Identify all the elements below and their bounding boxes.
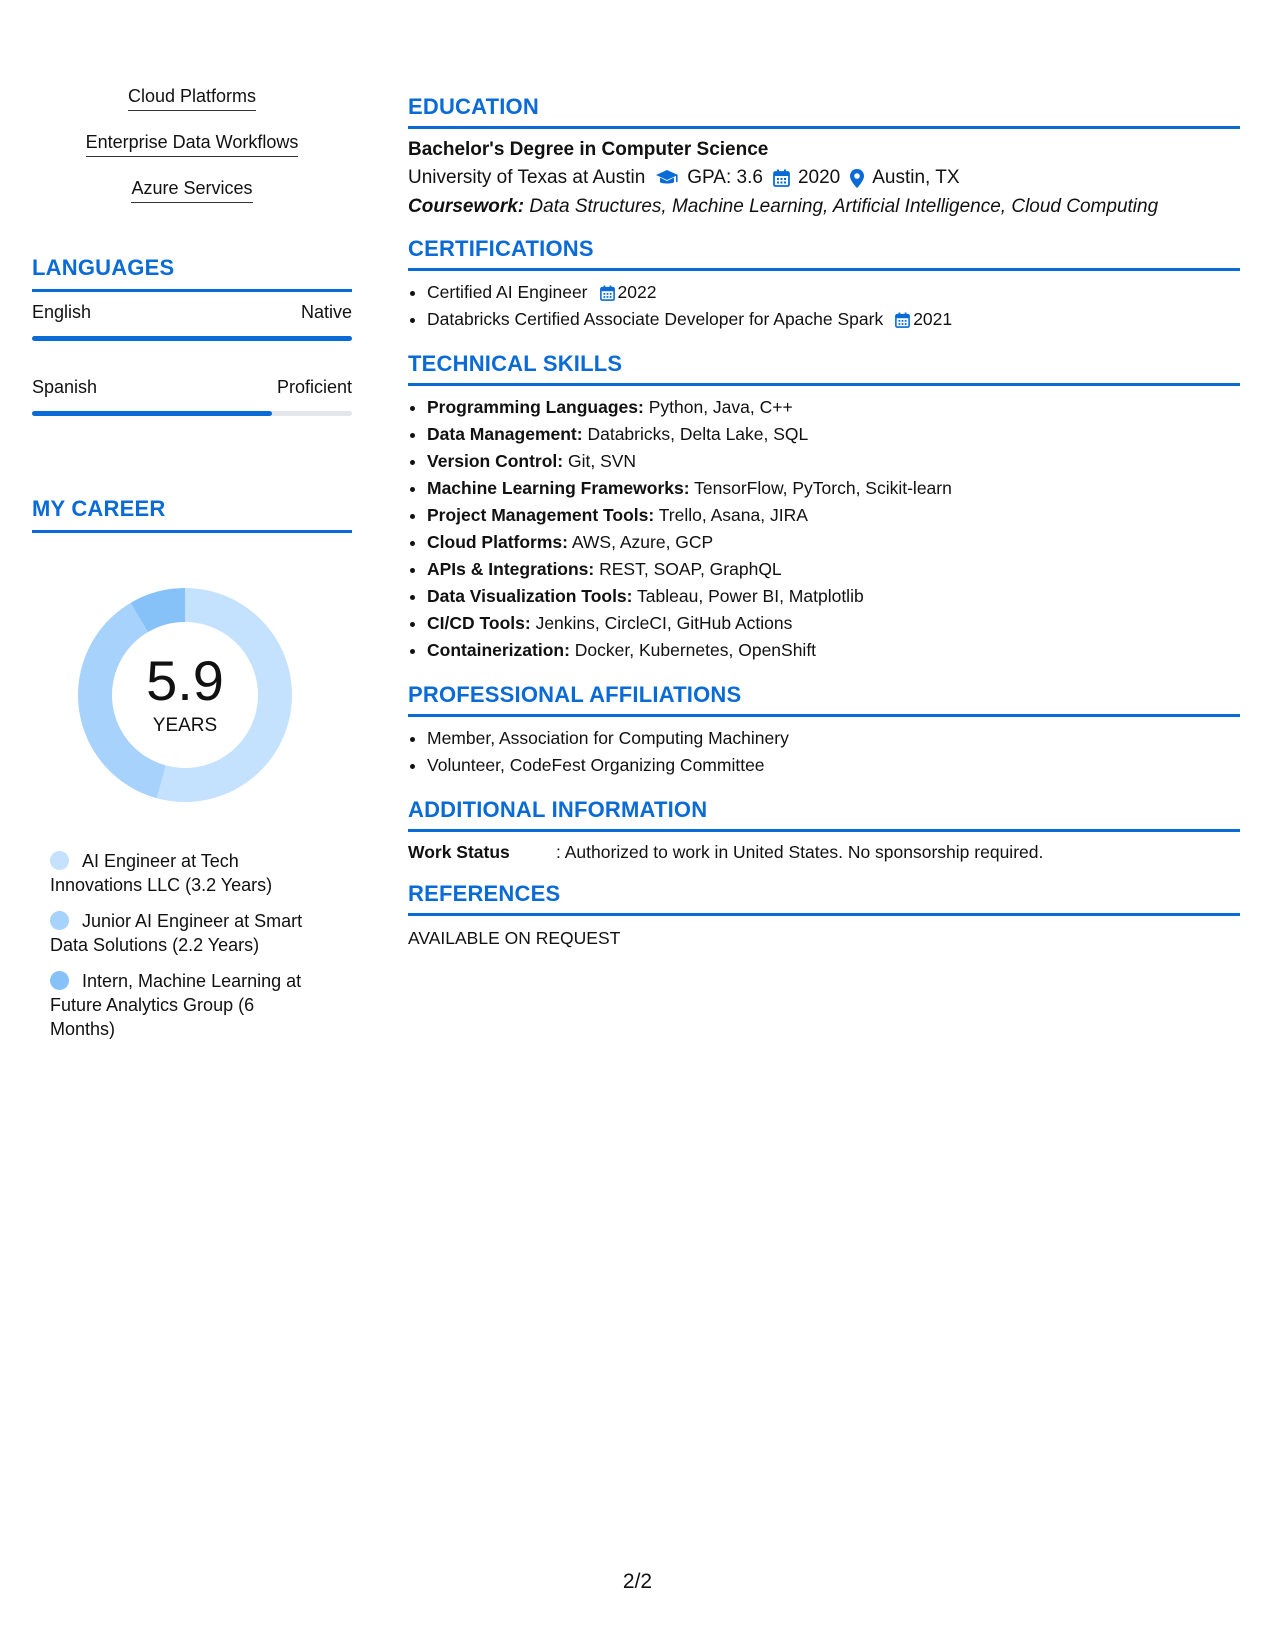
certifications-section bbox=[408, 236, 1240, 333]
graduation-cap-icon bbox=[655, 169, 679, 187]
skill-values: Jenkins, CircleCI, GitHub Actions bbox=[535, 613, 793, 633]
education-meta bbox=[408, 167, 1240, 189]
skill-item bbox=[427, 394, 1240, 421]
language-proficiency-bar bbox=[32, 411, 352, 416]
skill-values: Trello, Asana, JIRA bbox=[658, 505, 808, 525]
skill-item bbox=[427, 556, 1240, 583]
career-role-label: Junior AI Engineer at Smart Data Solutions (2.2 Years) bbox=[50, 911, 303, 955]
main-content bbox=[408, 94, 1240, 967]
certification-year: 2022 bbox=[617, 282, 657, 302]
career-legend-item bbox=[50, 909, 320, 957]
references-text: AVAILABLE ON REQUEST bbox=[408, 928, 621, 948]
education-degree: Bachelor's Degree in Computer Science bbox=[408, 139, 769, 160]
skill-values: AWS, Azure, GCP bbox=[571, 532, 714, 552]
skill-item bbox=[427, 502, 1240, 529]
skill-category: Programming Languages: bbox=[427, 397, 644, 417]
work-status-row bbox=[408, 842, 1240, 863]
career-legend-item bbox=[50, 849, 320, 897]
skill-item bbox=[427, 475, 1240, 502]
languages-heading: LANGUAGES bbox=[32, 255, 352, 292]
education-year: 2020 bbox=[797, 167, 841, 188]
certifications-heading: CERTIFICATIONS bbox=[408, 236, 1240, 271]
additional-info-section bbox=[408, 797, 1240, 863]
skill-category: Cloud Platforms: bbox=[427, 532, 568, 552]
language-item bbox=[32, 302, 352, 341]
skill-tag: Enterprise Data Workflows bbox=[86, 130, 299, 157]
certification-item bbox=[427, 279, 1240, 306]
language-name: Spanish bbox=[32, 377, 98, 397]
skill-values: REST, SOAP, GraphQL bbox=[599, 559, 782, 579]
references-heading: REFERENCES bbox=[408, 881, 1240, 916]
skill-values: TensorFlow, PyTorch, Scikit-learn bbox=[694, 478, 952, 498]
affiliation-item: • Member, Association for Computing Machinery bbox=[427, 725, 1240, 752]
language-level: Native bbox=[300, 302, 352, 322]
sidebar bbox=[32, 84, 352, 1053]
legend-dot bbox=[50, 911, 69, 930]
education-school: University of Texas at Austin bbox=[408, 167, 646, 188]
legend-dot bbox=[50, 971, 69, 990]
education-gpa: GPA: 3.6 bbox=[687, 167, 763, 188]
skill-values: Tableau, Power BI, Matplotlib bbox=[637, 586, 864, 606]
coursework-label: Coursework: bbox=[408, 196, 525, 217]
education-heading: EDUCATION bbox=[408, 94, 1240, 129]
skill-category: Machine Learning Frameworks: bbox=[427, 478, 690, 498]
career-heading: MY CAREER bbox=[32, 496, 352, 533]
skill-values: Git, SVN bbox=[568, 451, 637, 471]
language-proficiency-fill bbox=[32, 411, 272, 416]
skill-tag-list bbox=[32, 84, 352, 222]
skill-tag: Cloud Platforms bbox=[128, 84, 256, 111]
career-role-label: Intern, Machine Learning at Future Analytics Group (6 Months) bbox=[50, 971, 302, 1039]
certification-item bbox=[427, 306, 1240, 333]
career-role-label: AI Engineer at Tech Innovations LLC (3.2 Years) bbox=[50, 851, 273, 895]
technical-skills-heading: TECHNICAL SKILLS bbox=[408, 351, 1240, 386]
languages-section bbox=[32, 255, 352, 416]
skill-item bbox=[427, 637, 1240, 664]
technical-skills-list bbox=[408, 394, 1240, 664]
certification-year: 2021 bbox=[913, 309, 953, 329]
affiliations-heading: PROFESSIONAL AFFILIATIONS bbox=[408, 682, 1240, 717]
skill-category: Project Management Tools: bbox=[427, 505, 655, 525]
affiliations-list bbox=[408, 725, 1240, 779]
affiliation-item: • Volunteer, CodeFest Organizing Committee bbox=[427, 752, 1240, 779]
calendar-icon bbox=[895, 312, 910, 328]
skill-category: Data Visualization Tools: bbox=[427, 586, 633, 606]
location-pin-icon bbox=[850, 169, 864, 188]
additional-info-heading: ADDITIONAL INFORMATION bbox=[408, 797, 1240, 832]
skill-category: APIs & Integrations: bbox=[427, 559, 595, 579]
career-donut-chart bbox=[65, 575, 305, 815]
skill-category: Data Management: bbox=[427, 424, 583, 444]
language-name: English bbox=[32, 302, 92, 322]
skill-category: Containerization: bbox=[427, 640, 570, 660]
technical-skills-section bbox=[408, 351, 1240, 664]
certification-name: Databricks Certified Associate Developer for Apache Spark bbox=[427, 309, 884, 329]
skill-item bbox=[427, 583, 1240, 610]
education-section bbox=[408, 94, 1240, 218]
work-status-label: Work Status bbox=[408, 842, 510, 862]
career-total-years: 5.9 bbox=[146, 649, 224, 712]
skill-item bbox=[427, 421, 1240, 448]
work-status-value: : Authorized to work in United States. No sponsorship required. bbox=[556, 842, 1044, 862]
career-total-unit: YEARS bbox=[152, 715, 218, 736]
career-legend-item bbox=[50, 969, 320, 1041]
skill-values: Docker, Kubernetes, OpenShift bbox=[574, 640, 817, 660]
page-number: 2/2 bbox=[622, 1570, 653, 1593]
language-proficiency-bar bbox=[32, 336, 352, 341]
education-location: Austin, TX bbox=[872, 167, 960, 188]
skill-values: Databricks, Delta Lake, SQL bbox=[587, 424, 809, 444]
language-proficiency-fill bbox=[32, 336, 352, 341]
skill-category: CI/CD Tools: bbox=[427, 613, 531, 633]
skill-values: Python, Java, C++ bbox=[648, 397, 793, 417]
certification-name: Certified AI Engineer bbox=[427, 282, 588, 302]
career-section bbox=[32, 496, 352, 1041]
language-item bbox=[32, 377, 352, 416]
career-legend bbox=[50, 849, 320, 1041]
affiliations-section bbox=[408, 682, 1240, 779]
skill-item bbox=[427, 529, 1240, 556]
language-level: Proficient bbox=[276, 377, 352, 397]
calendar-icon bbox=[773, 169, 790, 187]
calendar-icon bbox=[600, 285, 615, 301]
skill-category: Version Control: bbox=[427, 451, 564, 471]
references-section bbox=[408, 881, 1240, 949]
legend-dot bbox=[50, 851, 69, 870]
skill-item bbox=[427, 448, 1240, 475]
coursework-list: Data Structures, Machine Learning, Artificial Intelligence, Cloud Computing bbox=[529, 196, 1159, 217]
skill-tag: Azure Services bbox=[131, 176, 252, 203]
skill-item bbox=[427, 610, 1240, 637]
certifications-list bbox=[408, 279, 1240, 333]
education-coursework bbox=[408, 196, 1240, 218]
